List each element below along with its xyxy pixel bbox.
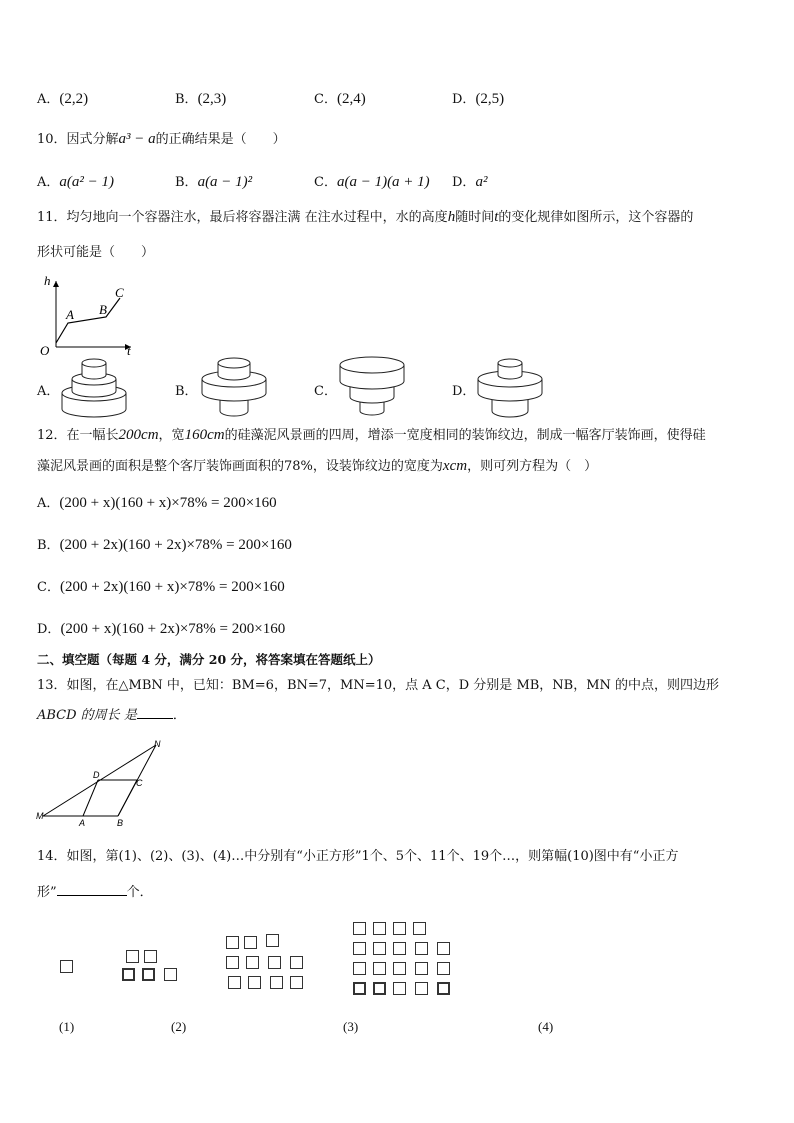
q13-stem-line2: ABCD 的周长 是 ． xyxy=(37,708,186,723)
q14-answer-blank[interactable] xyxy=(57,895,127,896)
q12-option-c: C．(200 + 2x)(160 + x)×78% = 200×160 xyxy=(37,579,285,595)
q14-label-2: (2) xyxy=(171,1019,187,1034)
q9-option-c: C．(2,4) xyxy=(314,91,366,107)
q11-graph xyxy=(36,273,146,358)
q12-option-a: A．(200 + x)(160 + x)×78% = 200×160 xyxy=(37,495,277,511)
q11-option-d-label: D． xyxy=(452,384,476,399)
q14-label-4: (4) xyxy=(538,1019,554,1034)
q14-label-3: (3) xyxy=(343,1019,359,1034)
graph-o-label: O xyxy=(40,343,50,358)
graph-h-label: h xyxy=(44,273,51,288)
q11-stem-line1: 11．均匀地向一个容器注水，最后将容器注满 在注水过程中，水的高度h随时间t的变化规律如图所示，这个容器的 xyxy=(37,209,694,225)
q11-container-d xyxy=(476,357,546,419)
q12-option-d: D．(200 + x)(160 + 2x)×78% = 200×160 xyxy=(37,621,286,637)
graph-c-label: C xyxy=(115,285,124,300)
q10-option-a: A．a(a² − 1) xyxy=(37,174,114,190)
fig-m-label: M xyxy=(36,811,44,821)
q12-stem-line2: 藻泥风景画的面积是整个客厅装饰画面积的78%，设装饰纹边的宽度为xcm，则可列方程为（ ） xyxy=(37,458,598,474)
graph-b-label: B xyxy=(99,302,107,317)
q9-option-a: A．(2,2) xyxy=(37,91,89,107)
q13-triangle-figure xyxy=(38,740,168,830)
q13-stem-line1: 13．如图，在△MBN 中，已知：BM=6，BN=7，MN=10，点 A C，D 分别是 MB，NB，MN 的中点，则四边形 xyxy=(37,678,720,693)
q11-option-a-label: A． xyxy=(37,384,60,399)
q9-option-b: B．(2,3) xyxy=(175,91,227,107)
fig-a-label: A xyxy=(79,818,86,828)
q11-container-b xyxy=(200,357,270,419)
graph-t-label: t xyxy=(127,343,131,358)
q14-stem-line2: 形” 个． xyxy=(37,885,153,900)
q10-option-c: C．a(a − 1)(a + 1) xyxy=(314,174,430,190)
section-heading: 二、填空题（每题 4 分，满分 20 分，将答案填在答题纸上） xyxy=(37,652,381,667)
q14-stem-line1: 14．如图，第(1)、(2)、(3)、(4)…中分别有“小正方形”1个、5个、11个、19个…，则第幅(10)图中有“小正方 xyxy=(37,849,679,864)
q13-answer-blank[interactable] xyxy=(137,718,173,719)
q10-stem: 10．因式分解a³ − a的正确结果是（ ） xyxy=(37,131,286,147)
graph-a-label: A xyxy=(66,307,74,322)
q10-option-d: D．a² xyxy=(452,174,488,190)
q12-stem-line1: 12．在一幅长200cm，宽160cm的硅藻泥风景画的四周，增添一宽度相同的装饰纹边，制成一幅客厅装饰画，使得硅 xyxy=(37,427,706,443)
fig-d-label: D xyxy=(93,770,100,780)
fig-b-label: B xyxy=(117,818,124,828)
q14-label-1: (1) xyxy=(59,1019,75,1034)
q9-option-d: D．(2,5) xyxy=(452,91,505,107)
q11-stem-line2: 形状可能是（ ） xyxy=(37,245,155,260)
q11-option-c-label: C． xyxy=(314,384,337,399)
q11-container-a xyxy=(60,357,130,419)
fig-c-label: C xyxy=(136,778,143,788)
fig-n-label: N xyxy=(154,739,161,749)
q10-option-b: B．a(a − 1)² xyxy=(175,174,253,190)
q11-option-b-label: B． xyxy=(175,384,198,399)
q11-container-c xyxy=(338,357,408,419)
q12-option-b: B．(200 + 2x)(160 + 2x)×78% = 200×160 xyxy=(37,537,292,553)
